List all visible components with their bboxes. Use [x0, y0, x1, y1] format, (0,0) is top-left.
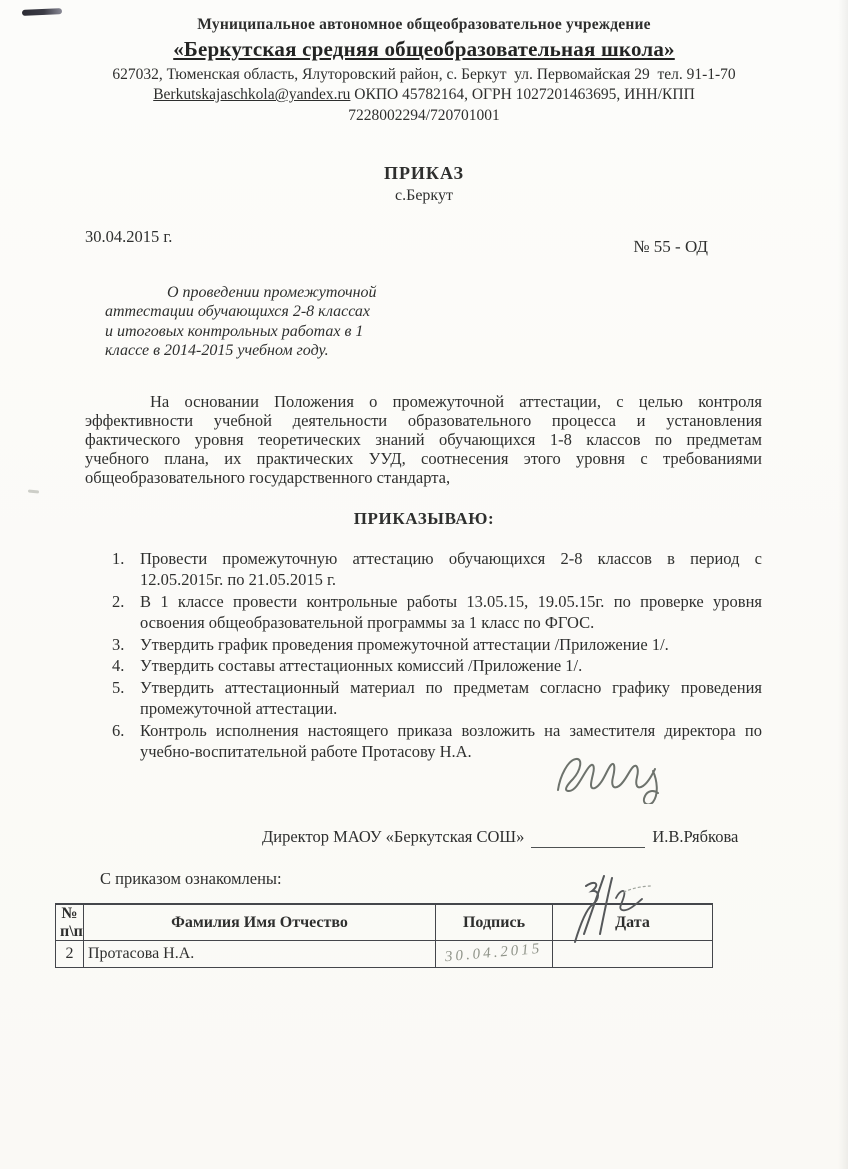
subject-line: аттестации обучающихся 2-8 классах — [105, 303, 371, 321]
header-cell-name: Фамилия Имя Отчество — [84, 904, 436, 941]
row-name: Протасова Н.А. — [84, 941, 436, 968]
subject-line: и итоговых контрольных работах в 1 — [105, 322, 364, 340]
item-line: В 1 классе провести контрольные работы 13.05.15, 19.05.15г. по проверке уровня — [140, 591, 762, 611]
list-item — [112, 677, 762, 720]
signature-line — [531, 813, 645, 848]
row-signature-cell — [436, 941, 553, 968]
school-name: «Беркутская средняя общеобразовательная школа» — [173, 37, 675, 62]
director-signature-row — [262, 813, 848, 855]
header-cell-signature: Подпись — [436, 904, 553, 941]
header-cell-date: Дата — [553, 904, 713, 941]
item-line: Контроль исполнения настоящего приказа возложить на заместителя директора по — [140, 720, 762, 740]
intro-line: На основании Положения о промежуточной аттестации, с целью контроля — [150, 391, 762, 411]
order-title: ПРИКАЗ — [383, 162, 465, 183]
contacts-line — [0, 86, 848, 104]
list-item — [112, 655, 762, 677]
codes-text: ОКПО 45782164, ОГРН 1027201463695, ИНН/КПП — [350, 86, 695, 104]
order-number: № 55 - ОД — [633, 236, 708, 256]
item-number: 1. — [112, 548, 125, 568]
address-line: 627032, Тюменская область, Ялуторовский район, с. Беркут ул. Первомайская 29 тел. 91-1-70 — [112, 66, 736, 84]
order-subject — [105, 283, 443, 361]
list-item — [112, 591, 762, 634]
item-number: 2. — [112, 591, 125, 611]
order-place: с.Беркут — [395, 186, 453, 204]
list-item — [112, 634, 762, 656]
subject-line: О проведении промежуточной — [167, 283, 377, 301]
item-number: 4. — [112, 656, 125, 676]
intro-line: эффективности учебной деятельности образовательного процесса и установления — [85, 410, 762, 430]
table-header-row — [56, 904, 713, 941]
decree-word: ПРИКАЗЫВАЮ: — [353, 508, 495, 528]
director-name: И.В.Рябкова — [652, 826, 739, 846]
intro-line: учебного плана, их практических УУД, соотнесения этого уровня с требованиями — [85, 448, 762, 468]
header-num-bottom: п\п — [60, 922, 83, 940]
item-line: 12.05.2015г. по 21.05.2015 г. — [140, 570, 337, 590]
item-line: Утвердить график проведения промежуточной аттестации /Приложение 1/. — [140, 634, 669, 654]
date-number-row — [85, 227, 708, 257]
item-line: учебно-воспитательной работе Протасову Н.А. — [140, 742, 472, 762]
org-type-line: Муниципальное автономное общеобразовательное учреждение — [197, 16, 651, 33]
letterhead — [0, 0, 848, 125]
item-line: освоения общеобразовательной программы за 1 класс по ФГОС. — [140, 613, 595, 633]
acknowledgment-line: С приказом ознакомлены: — [100, 868, 282, 888]
order-date: 30.04.2015 г. — [85, 226, 173, 246]
item-number: 3. — [112, 634, 125, 654]
director-signature-label: Директор МАОУ «Беркутская СОШ» — [262, 826, 525, 846]
list-item — [112, 720, 762, 763]
intro-paragraph — [85, 392, 762, 487]
intro-line: фактического уровня теоретических знаний обучающихся 1-8 классов по предметам — [85, 429, 762, 449]
subject-line: классе в 2014-2015 учебном году. — [105, 342, 329, 360]
acknowledgment-table — [55, 903, 713, 969]
row-num: 2 — [56, 941, 84, 968]
email-text: Berkutskajaschkola@yandex.ru — [153, 86, 351, 104]
item-number: 5. — [112, 677, 125, 697]
order-items-list — [112, 548, 762, 763]
item-line: Провести промежуточную аттестацию обучающихся 2-8 классов в период с — [140, 548, 762, 568]
table-row — [56, 941, 713, 968]
inn-kpp-line: 7228002294/720701001 — [348, 106, 500, 124]
list-item — [112, 548, 762, 591]
header-cell-num — [56, 904, 84, 941]
row-date-cell — [553, 941, 713, 968]
item-number: 6. — [112, 720, 125, 740]
item-line: Утвердить составы аттестационных комиссий /Приложение 1/. — [140, 656, 583, 676]
item-line: Утвердить аттестационный материал по предметам согласно графику проведения — [140, 677, 762, 697]
intro-line: общеобразовательного государственного стандарта, — [85, 467, 451, 487]
item-line: промежуточной аттестации. — [140, 699, 338, 719]
handwritten-date: 30.04.2015 — [444, 941, 544, 966]
header-num-top: № — [61, 905, 78, 923]
scan-artifact-dash — [28, 489, 39, 493]
